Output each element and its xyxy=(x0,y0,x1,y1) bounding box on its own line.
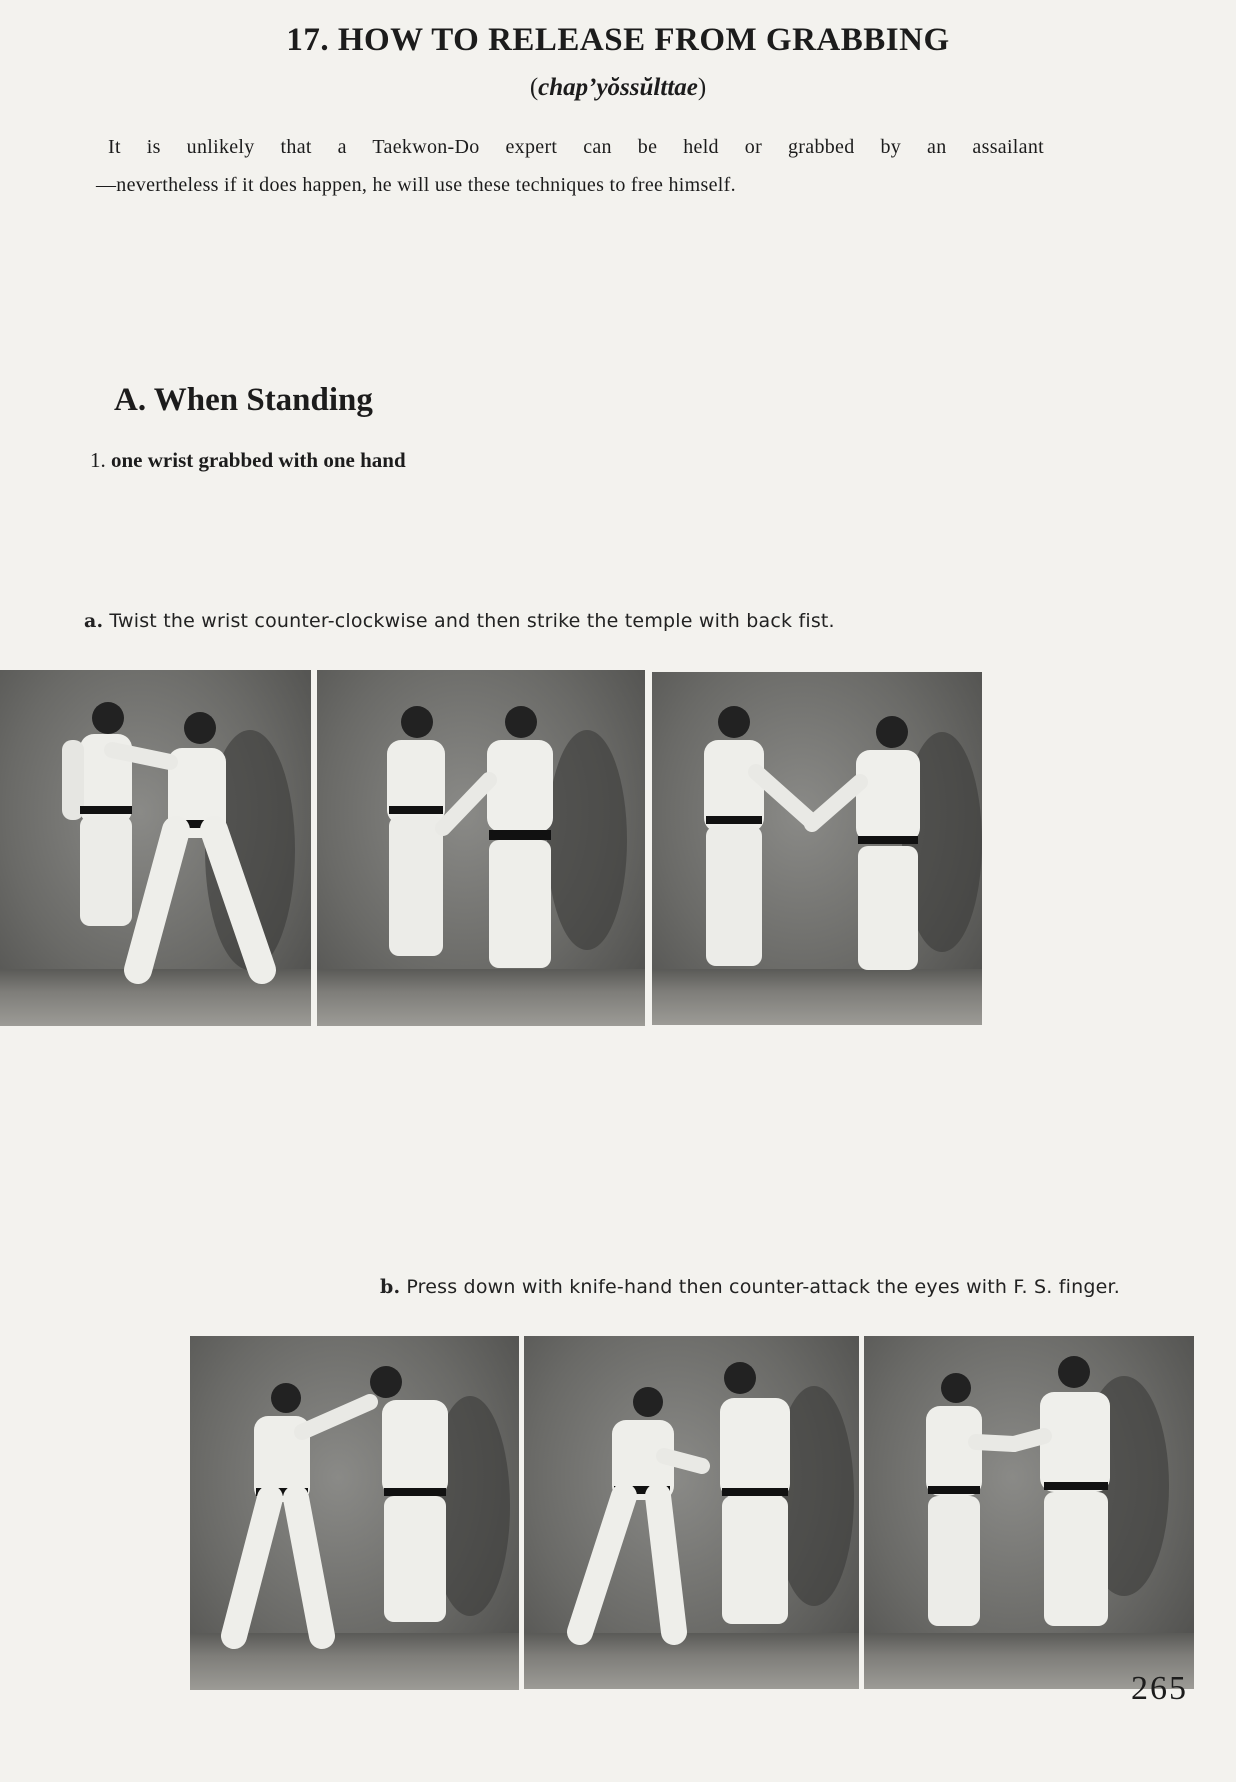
subsection-heading xyxy=(90,448,406,473)
section-heading: A. When Standing xyxy=(114,382,373,418)
photo-step-a-1 xyxy=(0,670,311,1026)
figures-illustration xyxy=(317,670,645,1026)
photo-step-a-2 xyxy=(317,670,645,1026)
step-a-caption xyxy=(84,610,835,632)
figures-illustration xyxy=(190,1336,519,1690)
romanized-term: chap’yŏssŭlttae xyxy=(538,74,698,101)
chapter-title xyxy=(0,22,1236,59)
photo-step-b-1 xyxy=(190,1336,519,1690)
subsection-text: one wrist grabbed with one hand xyxy=(111,448,406,472)
figures-illustration xyxy=(864,1336,1194,1689)
chapter-number: 17. xyxy=(286,22,330,58)
intro-paragraph xyxy=(96,128,1044,204)
step-b-letter: b. xyxy=(380,1276,401,1298)
figures-illustration xyxy=(0,670,311,1026)
step-b-text: Press down with knife-hand then counter-attack the eyes with F. S. finger. xyxy=(406,1276,1120,1298)
intro-line-2: —nevertheless if it does happen, he will use these techniques to free himself. xyxy=(96,174,736,196)
chapter-title-text: HOW TO RELEASE FROM GRABBING xyxy=(337,22,950,58)
photo-step-a-3 xyxy=(652,672,982,1025)
subsection-number: 1. xyxy=(90,448,106,472)
intro-line-1: It is unlikely that a Taekwon-Do expert can be held or grabbed by an assailant xyxy=(108,136,1044,158)
figures-illustration xyxy=(652,672,982,1025)
step-a-letter: a. xyxy=(84,610,104,632)
page-number: 265 xyxy=(1131,1670,1188,1707)
photo-step-b-2 xyxy=(524,1336,859,1689)
photo-step-b-3 xyxy=(864,1336,1194,1689)
figures-illustration xyxy=(524,1336,859,1689)
step-b-caption xyxy=(380,1276,1120,1298)
step-a-text: Twist the wrist counter-clockwise and then strike the temple with back fist. xyxy=(109,610,835,632)
chapter-romanization: (chap’yŏssŭlttae) xyxy=(529,74,707,101)
